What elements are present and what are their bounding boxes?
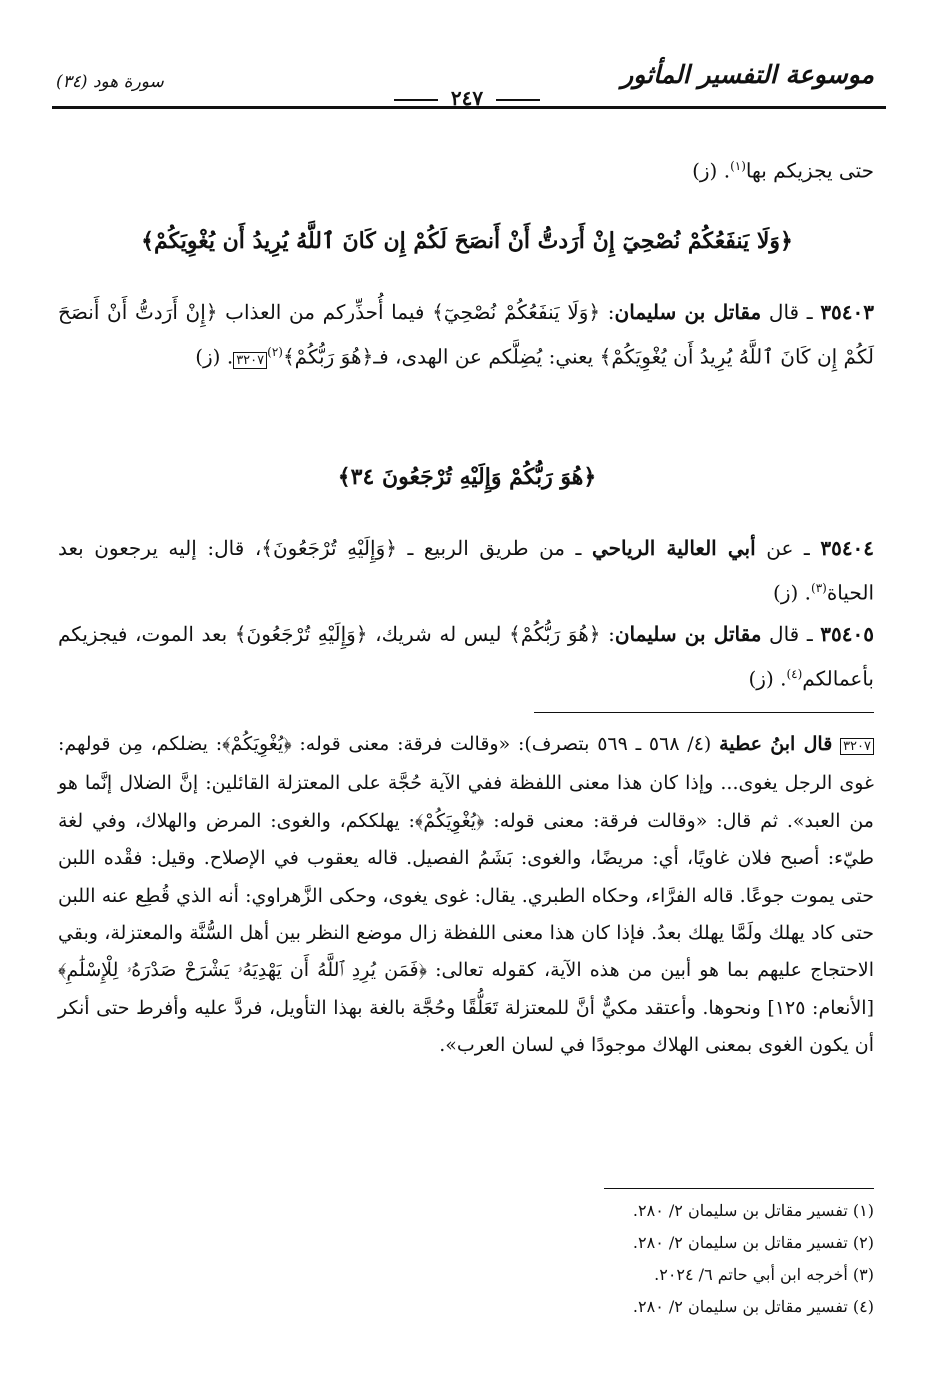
ornament-left	[394, 99, 438, 101]
narrator-name: أبي العالية الرياحي	[591, 536, 756, 560]
narrator-name: مقاتل بن سليمان	[614, 300, 762, 324]
commentary-author: قال ابنُ عطية	[719, 733, 833, 755]
narration-text: : ﴿هُوَ رَبُّكُمْ﴾ ليس له شريك، ﴿وَإِلَيْهِ تُرْجَعُونَ﴾ بعد الموت، فيجزيكم بأعمالكم	[58, 622, 874, 691]
source-code: . (ز)	[773, 580, 811, 605]
verse-heading: ﴿هُوَ رَبُّكُمْ وَإِلَيْهِ تُرْجَعُونَ ٣٤﴾	[337, 464, 597, 490]
narration-text: : ﴿وَلَا يَنفَعُكُمْ نُصْحِيٓ﴾ فيما أُحذِّركم من العذاب ﴿إِنْ أَرَدتُّ أَنْ أَنصَحَ لَكُمْ إِن كَانَ ٱللَّهُ يُرِيدُ أَن يُغْوِيَكُمْ﴾ يعني: يُضِلَّكم عن الهدى، فـ﴿هُوَ رَبُّكُمْ﴾	[58, 300, 874, 369]
commentary-divider	[534, 712, 874, 713]
commentary-ref-box[interactable]: ٣٢٠٧	[233, 352, 267, 369]
narration-number: ٣٥٤٠٤	[820, 536, 875, 560]
commentary-block	[58, 726, 874, 1065]
narration-text: ـ من طريق الربيع ـ ﴿وَإِلَيْهِ تُرْجَعُونَ﴾، قال: إليه يرجعون بعد الحياة	[58, 536, 874, 605]
commentary-body: (٤/ ٥٦٨ ـ ٥٦٩ بتصرف): «وقالت فرقة: معنى قوله: ﴿يُغْوِيَكُمْ﴾: يضلكم، مِن قولهم: غوى الرجل يغوى... وإذا كان هذا معنى اللفظة ففي الآية حُجَّة على المعتزلة القائلين: إنَّ الضلال إنَّما هو من العبد». ثم قال: «وقالت فرقة: معنى قوله: ﴿يُغْوِيَكُمْ﴾: يهلككم، والغوى: المرض والهلاك، وفي لغة طيّء: أصبح فلان غاويًا، أي: مريضًا، والغوى: بَشَمُ الفصيل. قاله يعقوب في الإصلاح. وقيل: فقْده اللبن حتى يموت جوعًا. قاله الفرَّاء، وحكاه الطبري. يقال: غوى يغوى، وحكى الزَّهراوي: أنه الذي قُطِع عنه اللبن حتى كاد يهلك ولَمَّا يهلك بعدُ. فإذا كان هذا معنى اللفظة زال موضع النظر بين أهل السُّنَّة والمعتزلة، وبقي الاحتجاج عليهم بما هو أبين من هذه الآية، كقوله تعالى: ﴿فَمَن يُرِدِ ٱللَّهُ أَن يَهْدِيَهُۥ يَشْرَحْ صَدْرَهُۥ لِلْإِسْلَٰمِ﴾ [الأنعام: ١٢٥] ونحوها. وأعتقد مكيٌّ أنَّ للمعتزلة تَعَلُّقًا وحُجَّة بالغة بهذا التأويل، فردَّ عليه وأفرط حتى أنكر أن يكون الغوى بمعنى الهلاك موجودًا في لسان العرب».	[58, 733, 875, 1057]
book-title: موسوعة التفسير المأثور	[621, 60, 874, 89]
narration-intro: ـ قال	[768, 300, 813, 324]
footnote-marker: (١)	[730, 159, 746, 173]
source-code: . (ز)	[748, 666, 787, 691]
footnote-4: (٤) تفسير مقاتل بن سليمان ٢/ ٢٨٠.	[632, 1297, 874, 1316]
narration-intro: ـ قال	[769, 622, 813, 646]
footnote-marker: (٢)	[267, 345, 283, 359]
narration-number: ٣٥٤٠٣	[820, 300, 875, 324]
footnote-3: (٣) أخرجه ابن أبي حاتم ٦/ ٢٠٢٤.	[654, 1265, 874, 1284]
narration-35405	[58, 614, 874, 699]
footnote-2: (٢) تفسير مقاتل بن سليمان ٢/ ٢٨٠.	[632, 1233, 874, 1252]
narration-35403	[58, 292, 874, 381]
footnote-rule	[604, 1188, 874, 1189]
footnote-marker: (٤)	[786, 667, 803, 681]
narrator-name: مقاتل بن سليمان	[614, 622, 762, 646]
commentary-ref-box: ٣٢٠٧	[840, 738, 874, 755]
footnote-marker: (٣)	[811, 581, 827, 595]
footnote-1: (١) تفسير مقاتل بن سليمان ٢/ ٢٨٠.	[632, 1201, 874, 1220]
source-code: . (ز)	[195, 344, 234, 369]
surah-label: سورة هود (٣٤)	[56, 72, 164, 92]
continuation-text: حتى يجزيكم بها	[745, 158, 874, 183]
verse-heading: ﴿وَلَا يَنفَعُكُمْ نُصْحِيٓ إِنْ أَرَدتُّ أَنْ أَنصَحَ لَكُمْ إِن كَانَ ٱللَّهُ يُرِيدُ أَن يُغْوِيَكُمْ﴾	[141, 228, 793, 254]
ornament-right	[496, 99, 540, 101]
page-number: ٢٤٧	[450, 86, 484, 110]
continuation-paragraph	[58, 146, 874, 191]
header-rule	[52, 106, 886, 109]
narration-intro: ـ عن	[766, 536, 810, 560]
narration-35404	[58, 528, 874, 613]
source-code: . (ز)	[692, 158, 731, 183]
narration-number: ٣٥٤٠٥	[820, 622, 875, 646]
